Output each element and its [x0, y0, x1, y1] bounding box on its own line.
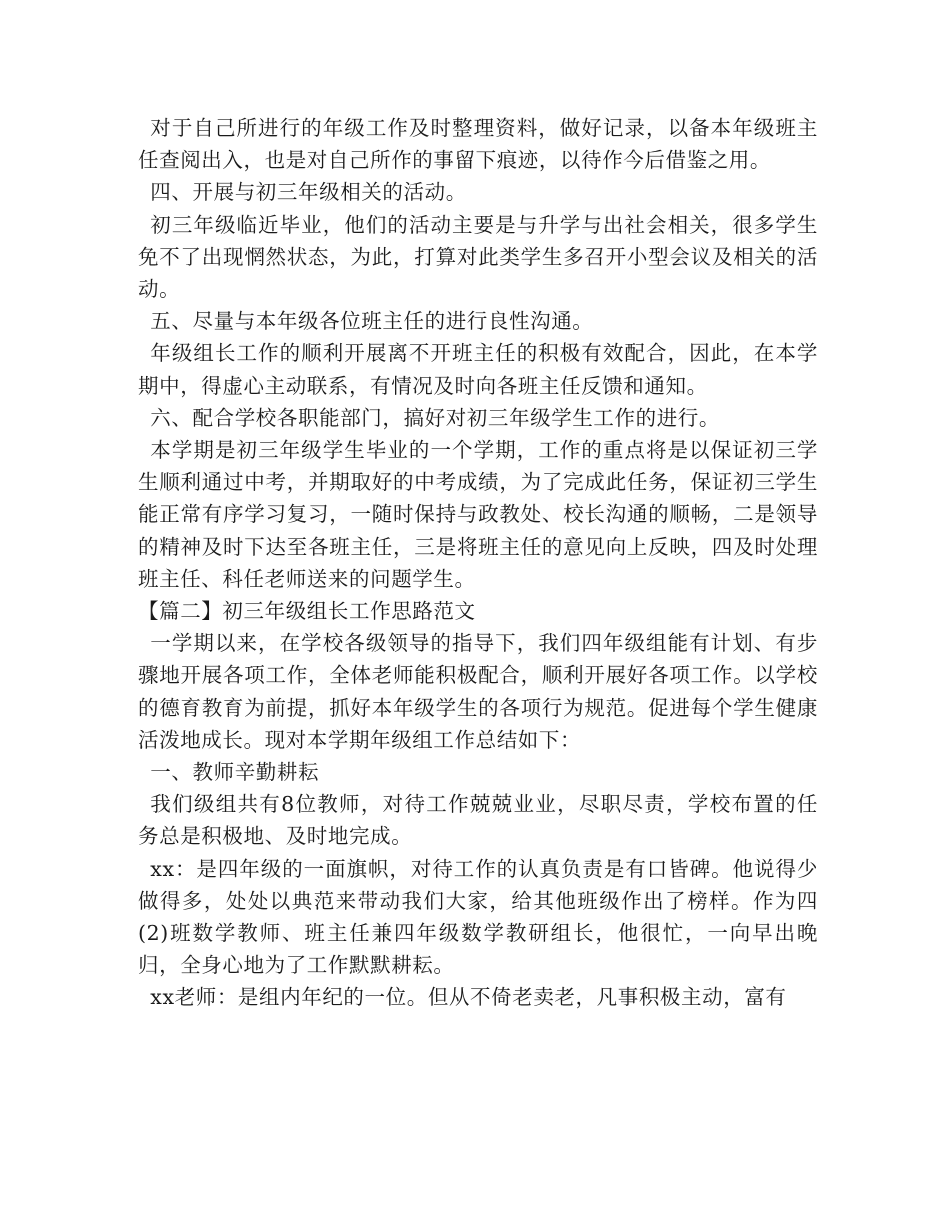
- heading-section-six: 六、配合学校各职能部门，搞好对初三年级学生工作的进行。: [150, 405, 720, 430]
- paragraph-communication: 年级组长工作的顺利开展离不开班主任的积极有效配合，因此，在本学期中，得虚心主动联系，有情况及时向各班主任反馈和通知。: [138, 341, 818, 398]
- paragraph-activities: 初三年级临近毕业，他们的活动主要是与升学与出社会相关，很多学生免不了出现惘然状态，为此，打算对此类学生多召开小型会议及相关的活动。: [138, 212, 818, 302]
- paragraph-summary-intro: 一学期以来，在学校各级领导的指导下，我们四年级组能有计划、有步骤地开展各项工作，全体老师能积极配合，顺利开展好各项工作。以学校的德育教育为前提，抓好本年级学生的各项行为规范。促进每个学生健康活泼地成长。现对本学期年级组工作总结如下：: [138, 631, 818, 752]
- article-two-title: 【篇二】初三年级组长工作思路范文: [138, 599, 476, 624]
- heading-teachers: 一、教师辛勤耕耘: [150, 760, 320, 785]
- paragraph-teacher-count: 我们级组共有8位教师，对待工作兢兢业业，尽职尽责，学校布置的任务总是积极地、及时地完成。: [138, 792, 818, 849]
- heading-section-four: 四、开展与初三年级相关的活动。: [150, 180, 467, 205]
- paragraph-teacher-one: xx：是四年级的一面旗帜，对待工作的认真负责是有口皆碑。他说得少做得多，处处以典范来带动我们大家，给其他班级作出了榜样。作为四(2)班数学教师、班主任兼四年级数学教研组长，他很忙，一向早出晚归，全身心地为了工作默默耕耘。: [138, 856, 818, 978]
- paragraph-records: 对于自己所进行的年级工作及时整理资料，做好记录，以备本年级班主任查阅出入，也是对自己所作的事留下痕迹，以待作今后借鉴之用。: [138, 116, 818, 173]
- paragraph-semester-focus: 本学期是初三年级学生毕业的一个学期，工作的重点将是以保证初三学生顺利通过中考，并期取好的中考成绩，为了完成此任务，保证初三学生能正常有序学习复习，一随时保持与政教处、校长沟通的顺畅，二是领导的精神及时下达至各班主任，三是将班主任的意见向上反映，四及时处理班主任、科任老师送来的问题学生。: [138, 438, 818, 591]
- paragraph-teacher-two: xx老师：是组内年纪的一位。但从不倚老卖老，凡事积极主动，富有: [150, 985, 787, 1010]
- heading-section-five: 五、尽量与本年级各位班主任的进行良性沟通。: [150, 309, 594, 334]
- document-page: [138, 112, 818, 1014]
